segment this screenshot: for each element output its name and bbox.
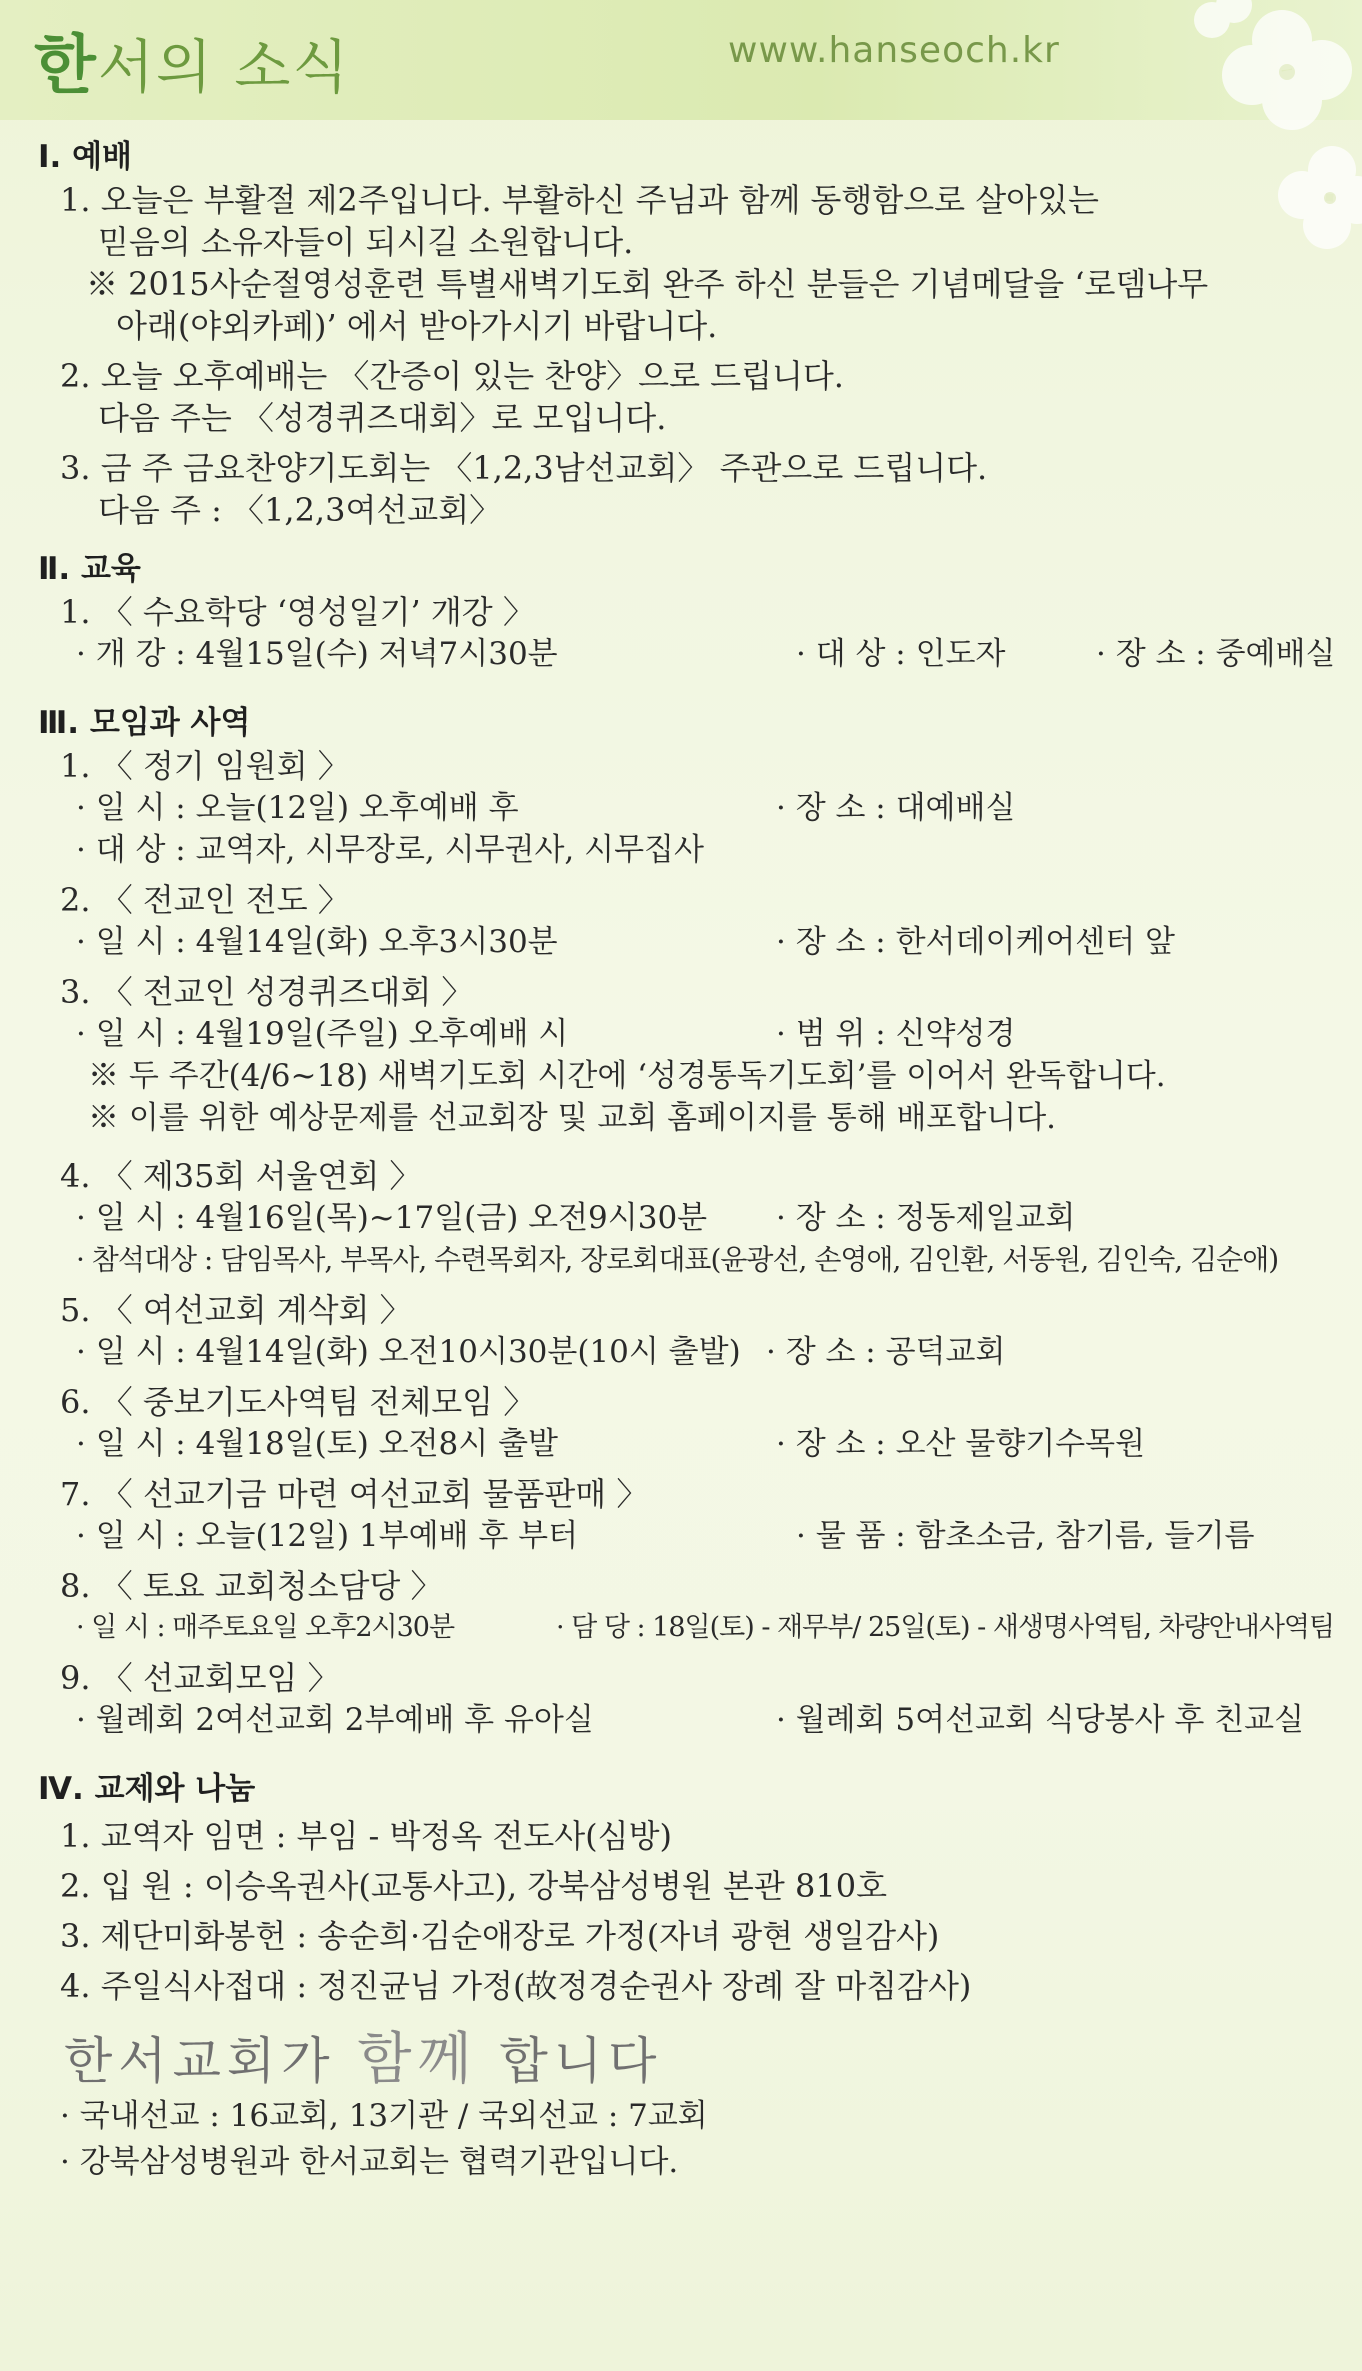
section-title-meetings: Ⅲ. 모임과 사역 [38,705,251,741]
bulletin-content [38,135,1338,2185]
meeting-item-1-row-b [38,829,1338,871]
page-title [34,14,350,106]
meeting-item-5-row [38,1331,1338,1373]
meeting-9-group-a: · 월례회 2여선교회 2부예배 후 유아실 [76,1702,594,1738]
fellowship-item-3: 3. 제단미화봉헌 : 송순희·김순애장로 가정(자녀 광현 생일감사) [60,1917,940,1955]
worship-item-3-cont: 다음 주 : 〈1,2,3여선교회〉 [98,491,502,529]
meeting-7-time: · 일 시 : 오늘(12일) 1부예배 후 부터 [76,1518,579,1554]
section-title-fellowship: Ⅳ. 교제와 나눔 [38,1771,256,1807]
meeting-7-items: · 물 품 : 함초소금, 참기름, 들기름 [796,1518,1255,1554]
closing-slogan [38,2027,1338,2093]
worship-note-1: ※ 2015사순절영성훈련 특별새벽기도회 완주 하신 분들은 기념메달을 ‘로뎀나무 [86,265,1209,303]
meeting-9-group-b: · 월례회 5여선교회 식당봉사 후 친교실 [776,1702,1305,1738]
meeting-item-2: 2. 〈 전교인 전도 〉 [60,881,350,919]
meeting-8-duty: · 담 당 : 18일(토) - 재무부/ 25일(토) - 새생명사역팀, 차량안내사역팀 [556,1612,1335,1643]
meeting-4-time: · 일 시 : 4월16일(목)~17일(금) 오전9시30분 [76,1200,708,1236]
meeting-item-6: 6. 〈 중보기도사역팀 전체모임 〉 [60,1383,536,1421]
meeting-4-attendees: · 참석대상 : 담임목사, 부목사, 수련목회자, 장로회대표(윤광선, 손영애, 김인환, 서동원, 김인숙, 김순애) [76,1243,1279,1276]
worship-item-2: 2. 오늘 오후예배는 〈간증이 있는 찬양〉으로 드립니다. [60,357,844,395]
education-target: · 대 상 : 인도자 [796,636,1006,672]
meeting-1-target: · 대 상 : 교역자, 시무장로, 시무권사, 시무집사 [76,832,704,868]
worship-item-1-cont: 믿음의 소유자들이 되시길 소원합니다. [98,223,634,261]
worship-note-1-cont: 아래(야외카페)’ 에서 받아가시기 바랍니다. [116,307,718,345]
meeting-2-time: · 일 시 : 4월14일(화) 오후3시30분 [76,924,558,960]
meeting-6-time: · 일 시 : 4월18일(토) 오전8시 출발 [76,1426,558,1462]
meeting-item-4-row-a [38,1197,1338,1239]
education-date: · 개 강 : 4월15일(수) 저녁7시30분 [76,636,558,672]
website-url[interactable]: www.hanseoch.kr [728,30,1060,71]
education-place: · 장 소 : 중예배실 [1096,636,1336,672]
meeting-3-scope: · 범 위 : 신약성경 [776,1016,1016,1052]
header-band [0,0,1362,120]
worship-item-2-cont: 다음 주는 〈성경퀴즈대회〉로 모입니다. [98,399,667,437]
meeting-item-7-row [38,1515,1338,1557]
meeting-item-4-row-b [38,1239,1338,1281]
fellowship-item-2: 2. 입 원 : 이승옥권사(교통사고), 강북삼성병원 본관 810호 [60,1867,887,1905]
meeting-8-time: · 일 시 : 매주토요일 오후2시30분 [76,1612,455,1643]
closing-partnership-note: · 강북삼성병원과 한서교회는 협력기관입니다. [60,2144,679,2180]
page-title-rest: 서의 소식 [97,33,351,101]
closing-slogan-part-1: 한서교회가 [64,2032,358,2090]
education-item-1-details [38,633,1338,675]
meeting-5-place: · 장 소 : 공덕교회 [766,1334,1006,1370]
section-title-education: Ⅱ. 교육 [38,551,141,587]
worship-item-3: 3. 금 주 금요찬양기도회는 〈1,2,3남선교회〉 주관으로 드립니다. [60,449,988,487]
page-title-first-char: 한 [34,29,98,103]
meeting-item-9-row [38,1699,1338,1741]
meeting-3-note-1: ※ 두 주간(4/6~18) 새벽기도회 시간에 ‘성경통독기도회’를 이어서 완독합니다. [88,1058,1166,1094]
meeting-item-1: 1. 〈 정기 임원회 〉 [60,747,350,785]
meeting-1-place: · 장 소 : 대예배실 [776,790,1016,826]
meeting-item-9: 9. 〈 선교회모임 〉 [60,1659,340,1697]
closing-slogan-part-3: 합니다 [477,2032,663,2090]
meeting-6-place: · 장 소 : 오산 물향기수목원 [776,1426,1146,1462]
meeting-item-1-row-a [38,787,1338,829]
education-item-1: 1. 〈 수요학당 ‘영성일기’ 개강 〉 [60,593,535,631]
meeting-2-place: · 장 소 : 한서데이케어센터 앞 [776,924,1175,960]
closing-slogan-accent: 함께 [357,2027,478,2092]
meeting-item-6-row [38,1423,1338,1465]
meeting-item-4: 4. 〈 제35회 서울연회 〉 [60,1157,422,1195]
meeting-item-3: 3. 〈 전교인 성경퀴즈대회 〉 [60,973,474,1011]
fellowship-item-1: 1. 교역자 임면 : 부임 - 박정옥 전도사(심방) [60,1817,672,1855]
meeting-item-8-row [38,1607,1338,1649]
meeting-item-8: 8. 〈 토요 교회청소담당 〉 [60,1567,443,1605]
meeting-item-3-row [38,1013,1338,1055]
closing-mission-summary: · 국내선교 : 16교회, 13기관 / 국외선교 : 7교회 [60,2098,708,2134]
meeting-item-2-row [38,921,1338,963]
meeting-item-5: 5. 〈 여선교회 계삭회 〉 [60,1291,412,1329]
worship-item-1: 1. 오늘은 부활절 제2주입니다. 부활하신 주님과 함께 동행함으로 살아있는 [60,181,1099,219]
fellowship-item-4: 4. 주일식사접대 : 정진균님 가정(故정경순권사 장례 잘 마침감사) [60,1967,972,2005]
meeting-3-note-2: ※ 이를 위한 예상문제를 선교회장 및 교회 홈페이지를 통해 배포합니다. [88,1100,1057,1136]
meeting-1-time: · 일 시 : 오늘(12일) 오후예배 후 [76,790,519,826]
meeting-item-7: 7. 〈 선교기금 마련 여선교회 물품판매 〉 [60,1475,649,1513]
meeting-3-time: · 일 시 : 4월19일(주일) 오후예배 시 [76,1016,569,1052]
meeting-5-time: · 일 시 : 4월14일(화) 오전10시30분(10시 출발) [76,1334,741,1370]
section-title-worship: Ⅰ. 예배 [38,139,132,175]
meeting-4-place: · 장 소 : 정동제일교회 [776,1200,1076,1236]
